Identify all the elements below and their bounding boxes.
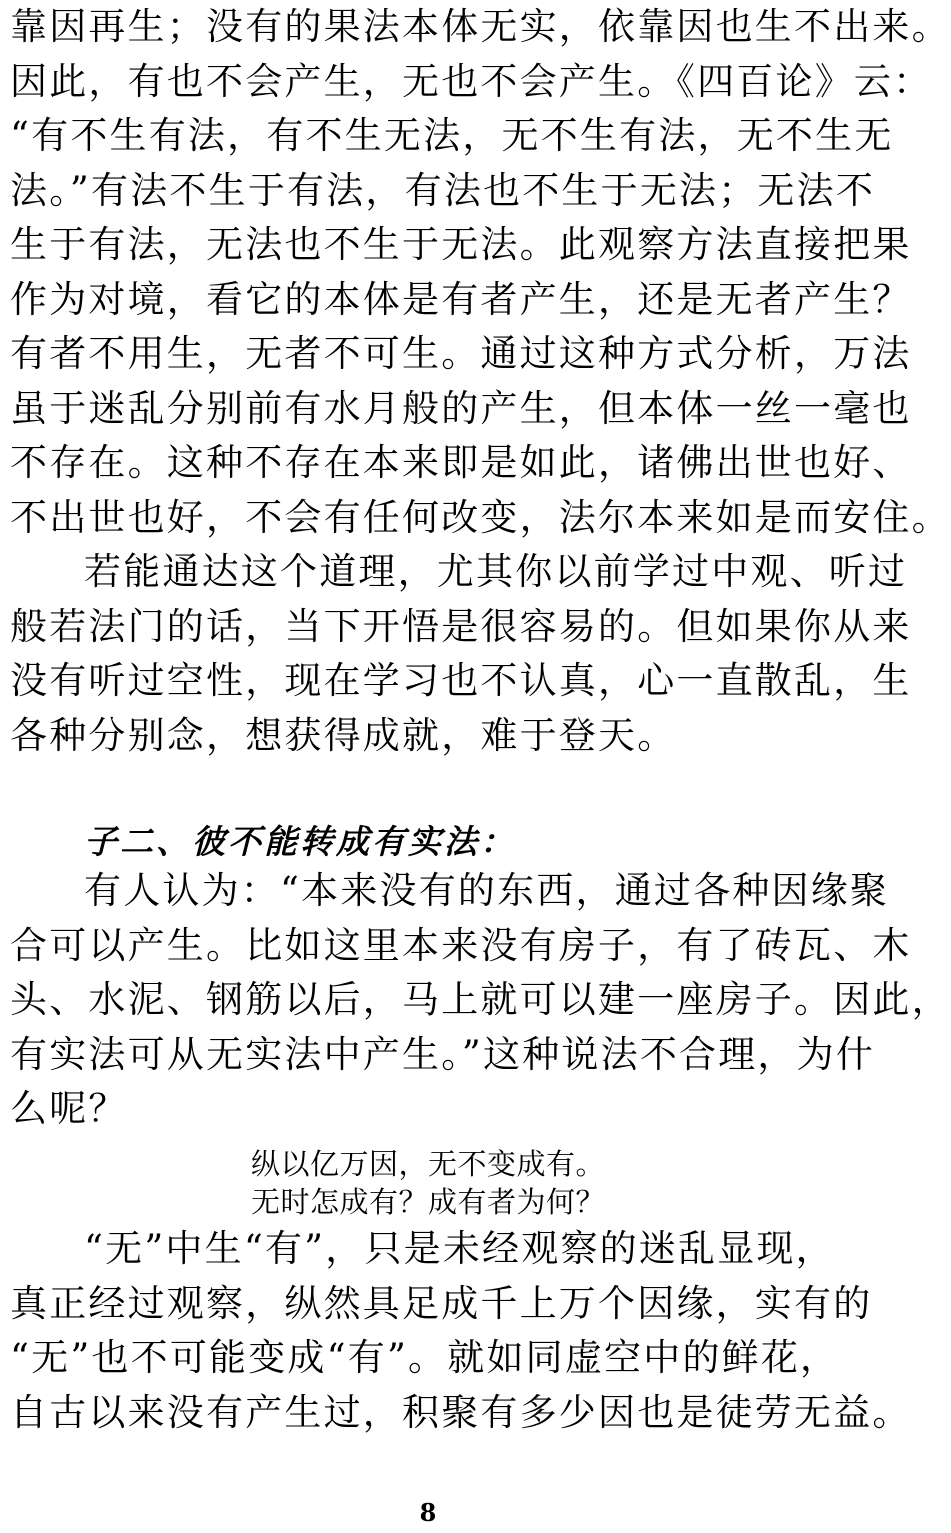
text-line: 么呢？ — [10, 1087, 128, 1130]
page-number: 8 — [419, 1498, 437, 1527]
verse-line-2: 无时怎成有？成有者为何？ — [250, 1185, 605, 1219]
text-line: 头、水泥、钢筋以后，马上就可以建一座房子。因此， — [10, 978, 951, 1021]
paragraph-3 — [10, 864, 951, 1137]
text-line: 法。”有法不生于有法，有法也不生于无法；无法不 — [10, 168, 876, 212]
text-line: 靠因再生；没有的果法本体无实，依靠因也生不出来。 — [10, 5, 951, 48]
text-line: 真正经过观察，纵然具足成千上万个因缘，实有的 — [10, 1281, 873, 1325]
text-line: 作为对境，看它的本体是有者产生，还是无者产生？ — [10, 277, 912, 321]
text-line: 各种分别念，想获得成就，难于登天。 — [10, 713, 677, 757]
text-line: 不出世也好，不会有任何改变，法尔本来如是而安住。 — [10, 495, 951, 539]
text-line: “无”也不可能变成“有”。就如同虚空中的鲜花， — [10, 1336, 840, 1379]
text-line: 若能通达这个道理，尤其你以前学过中观、听过 — [84, 550, 908, 593]
text-line: 虽于迷乱分别前有水月般的产生，但本体一丝一毫也 — [10, 386, 912, 430]
paragraph-2 — [10, 545, 912, 763]
text-line: 有者不用生，无者不可生。通过这种方式分析，万法 — [10, 332, 912, 375]
paragraph-continued — [10, 0, 951, 545]
text-line: 不存在。这种不存在本来即是如此，诸佛出世也好、 — [10, 441, 912, 484]
text-line: 生于有法，无法也不生于无法。此观察方法直接把果 — [10, 223, 912, 266]
text-line: “有不生有法，有不生无法，无不生有法，无不生无 — [10, 114, 894, 157]
verse-line-1: 纵以亿万因，无不变成有。 — [250, 1147, 605, 1181]
text-line: 有人认为：“本来没有的东西，通过各种因缘聚 — [84, 869, 890, 912]
text-line: 自古以来没有产生过，积聚有多少因也是徒劳无益。 — [10, 1390, 912, 1434]
text-line: 般若法门的话，当下开悟是很容易的。但如果你从来 — [10, 604, 912, 648]
paragraph-4 — [10, 1222, 912, 1440]
text-line: 有实法可从无实法中产生。”这种说法不合理，为什 — [10, 1032, 876, 1076]
text-line: 没有听过空性，现在学习也不认真，心一直散乱，生 — [10, 659, 912, 702]
section-heading: 子二、彼不能转成有实法： — [84, 822, 516, 861]
text-line: “无”中生“有”，只是未经观察的迷乱显现， — [84, 1227, 835, 1270]
text-line: 因此，有也不会产生，无也不会产生。《四百论》云： — [10, 59, 933, 103]
text-line: 合可以产生。比如这里本来没有房子，有了砖瓦、木 — [10, 923, 912, 967]
